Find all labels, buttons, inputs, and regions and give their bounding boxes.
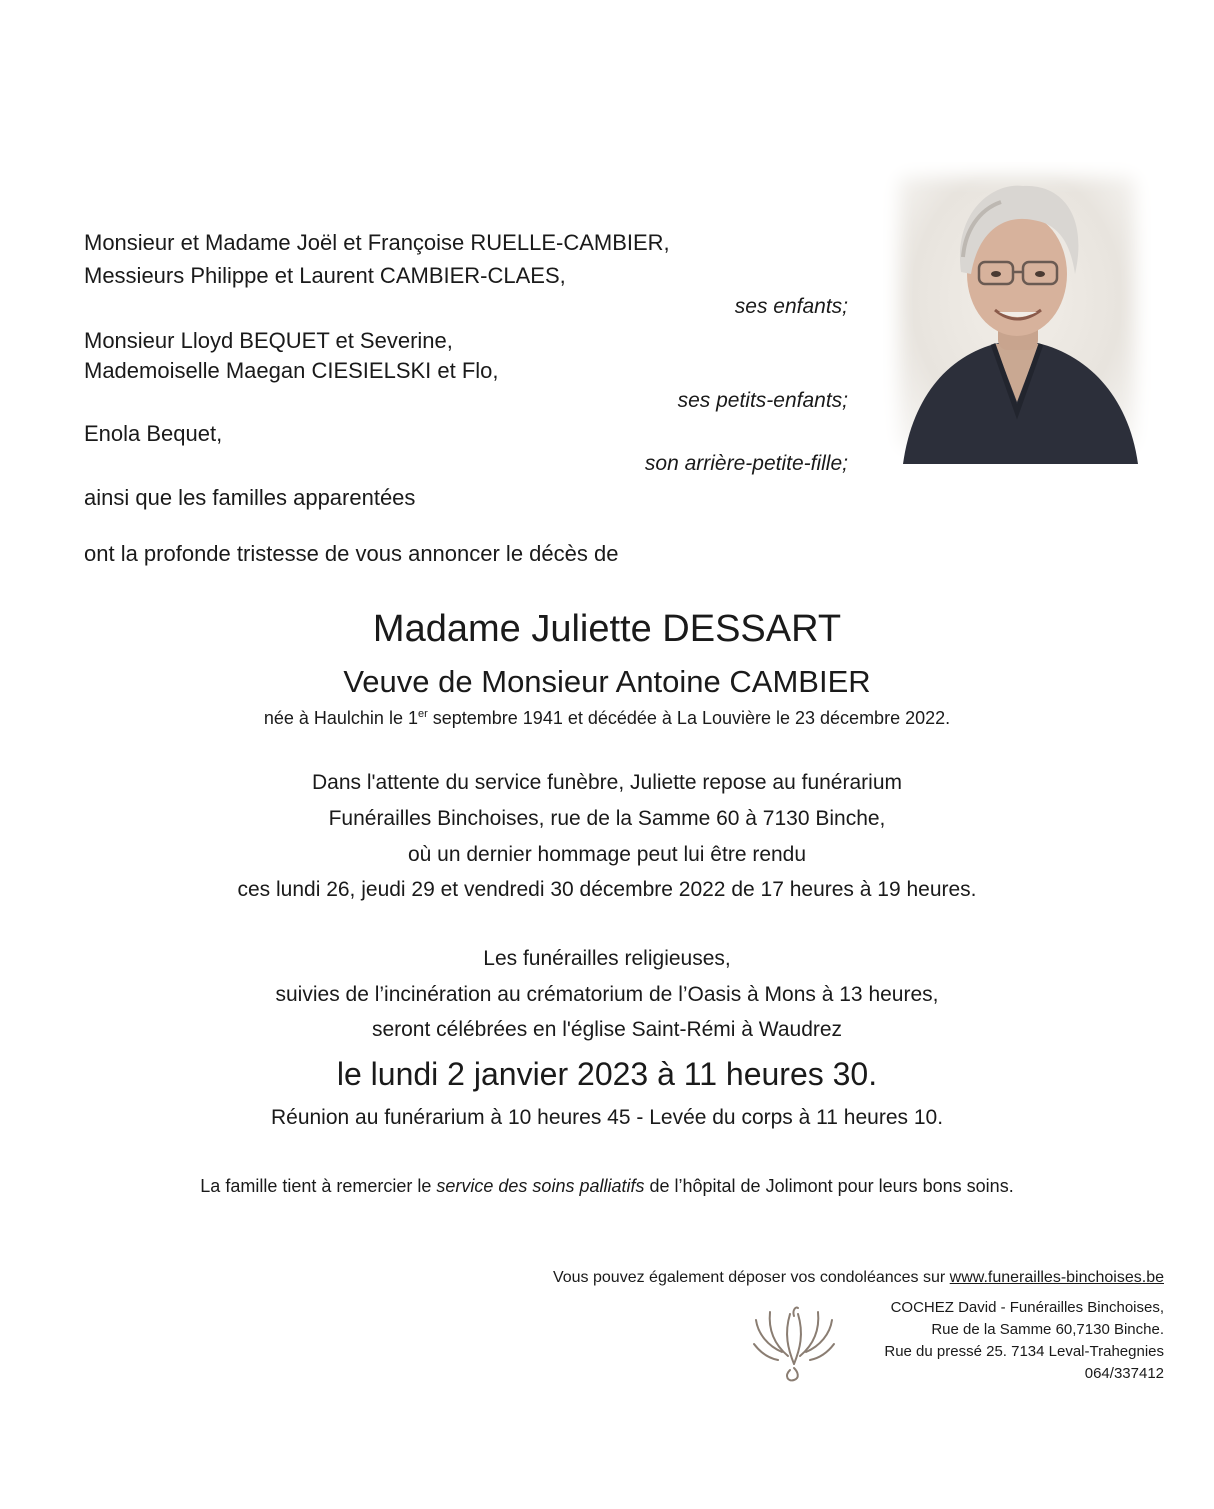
- ceremony-date: le lundi 2 janvier 2023 à 11 heures 30.: [336, 1056, 878, 1092]
- company-line-1: COCHEZ David - Funérailles Binchoises,: [890, 1299, 1164, 1316]
- rest-line-3: où un dernier hommage peut lui être rendu: [407, 843, 807, 866]
- company-line-2: Rue de la Samme 60,7130 Binche.: [931, 1321, 1164, 1338]
- rest-line-1: Dans l'attente du service funèbre, Juliette repose au funérarium: [311, 771, 902, 794]
- thanks-line: [0, 1176, 1214, 1197]
- announcement-line: ont la profonde tristesse de vous annoncer le décès de: [84, 541, 619, 566]
- children-line-2: Messieurs Philippe et Laurent CAMBIER-CLAES,: [84, 263, 566, 288]
- portrait-illustration: [883, 162, 1151, 464]
- relatives-line: ainsi que les familles apparentées: [84, 485, 416, 510]
- meeting-text: Réunion au funérarium à 10 heures 45 - Levée du corps à 11 heures 10: [270, 1106, 938, 1129]
- portrait-photo: [883, 162, 1151, 464]
- grandchildren-line-1: Monsieur Lloyd BEQUET et Severine,: [84, 328, 453, 353]
- thanks-suffix: de l’hôpital de Jolimont pour leurs bons soins.: [644, 1176, 1014, 1196]
- company-phone: 064/337412: [1084, 1365, 1164, 1382]
- grandchildren-role: ses petits-enfants;: [677, 389, 848, 412]
- ceremony-line-3: seront célébrées en l'église Saint-Rémi à Waudrez: [371, 1018, 843, 1041]
- ceremony-line-1: Les funérailles religieuses,: [483, 947, 731, 970]
- ceremony-line-2: suivies de l’incinération au crématorium de l’Oasis à Mons à 13 heures,: [275, 983, 939, 1006]
- phoenix-logo-icon: [748, 1294, 840, 1386]
- children-role: ses enfants;: [734, 295, 848, 318]
- meeting-end: .: [937, 1106, 944, 1129]
- birth-superscript: er: [417, 708, 428, 720]
- condolences-prefix: Vous pouvez également déposer vos condoléances sur: [552, 1269, 950, 1286]
- rest-line-4: ces lundi 26, jeudi 29 et vendredi 30 décembre 2022 de 17 heures à 19 heures.: [237, 878, 977, 901]
- website-link[interactable]: www.funerailles-binchoises.be: [949, 1269, 1164, 1286]
- meeting-line: [0, 1106, 1214, 1130]
- company-line-3: Rue du pressé 25. 7134 Leval-Trahegnies: [884, 1343, 1164, 1360]
- birth-death-line: [0, 708, 1214, 729]
- great-grandchild-line: Enola Bequet,: [84, 421, 223, 446]
- thanks-emphasis: service des soins palliatifs: [436, 1176, 645, 1196]
- birth-suffix: septembre 1941 et décédée à La Louvière le 23 décembre 2022.: [427, 708, 951, 728]
- widow-of: Veuve de Monsieur Antoine CAMBIER: [343, 664, 871, 699]
- condolences-line: [553, 1268, 1164, 1288]
- great-grandchild-role: son arrière-petite-fille;: [644, 452, 848, 475]
- rest-line-2: Funérailles Binchoises, rue de la Samme 60 à 7130 Binche,: [328, 807, 886, 830]
- children-line-1: Monsieur et Madame Joël et Françoise RUELLE-CAMBIER,: [84, 230, 670, 255]
- grandchildren-line-2: Mademoiselle Maegan CIESIELSKI et Flo,: [84, 358, 499, 383]
- birth-prefix: née à Haulchin le 1: [263, 708, 418, 728]
- deceased-name: Madame Juliette DESSART: [372, 608, 842, 650]
- thanks-prefix: La famille tient à remercier le: [200, 1176, 437, 1196]
